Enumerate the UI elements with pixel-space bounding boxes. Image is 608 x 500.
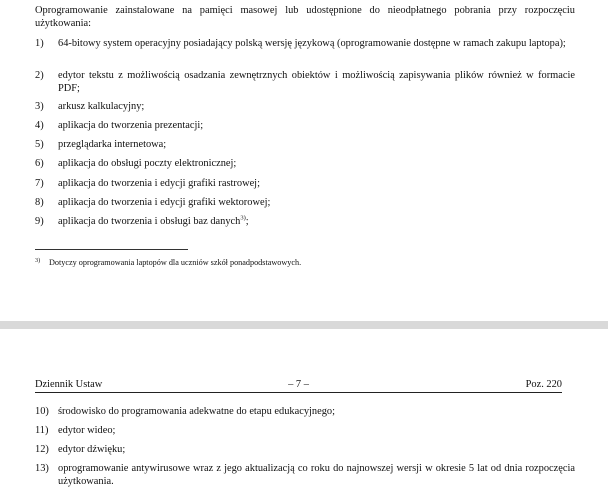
list-item-text: [58, 216, 575, 229]
list-item: [35, 139, 575, 152]
list-item-text: aplikacja do tworzenia i edycji grafiki wektorowej;: [58, 197, 271, 208]
list-item-number: 4): [35, 120, 44, 131]
header-page-number: – 7 –: [288, 379, 309, 390]
list-item-number: 13): [35, 463, 49, 474]
page-header: [35, 378, 562, 393]
list-item-text: edytor wideo;: [58, 425, 116, 436]
footnote: [35, 258, 575, 268]
list-item-number: 1): [35, 38, 44, 49]
list-item: [35, 70, 575, 95]
list-item: [35, 158, 575, 171]
footnote-reference: 3): [240, 214, 246, 222]
list-item-text-main: aplikacja do tworzenia i obsługi baz danych: [58, 216, 241, 227]
list-item: [35, 101, 575, 114]
list-item-text: 64-bitowy system operacyjny posiadający polską wersję językową (oprogramowanie dostępne w ramach zakupu laptopa);: [58, 38, 566, 49]
list-item-text: oprogramowanie antywirusowe wraz z jego aktualizacją co roku do najnowszej wersji w okresie 5 lat od dnia rozpoczęcia użytkowania.: [58, 463, 575, 487]
footnote-separator: [35, 249, 188, 250]
list-item: [35, 216, 575, 229]
list-item-number: 12): [35, 444, 49, 455]
page-break-gap: [0, 321, 608, 329]
list-item: [35, 425, 575, 438]
list-item-text: aplikacja do tworzenia prezentacji;: [58, 120, 204, 131]
list-item-text-end: ;: [245, 216, 249, 227]
list-item-text: przeglądarka internetowa;: [58, 139, 167, 150]
header-journal-name: Dziennik Ustaw: [35, 379, 103, 390]
footnote-text: Dotyczy oprogramowania laptopów dla uczniów szkół ponadpodstawowych.: [49, 258, 302, 267]
list-item-text: środowisko do programowania adekwatne do etapu edukacyjnego;: [58, 406, 336, 417]
list-item: [35, 178, 575, 191]
list-item: [35, 38, 575, 51]
list-item-number: 2): [35, 70, 44, 81]
list-item: [35, 406, 575, 419]
list-item-number: 6): [35, 158, 44, 169]
header-position: Poz. 220: [525, 379, 562, 390]
list-item-number: 7): [35, 178, 44, 189]
list-item: [35, 197, 575, 210]
list-item-text: edytor tekstu z możliwością osadzania zewnętrznych obiektów i możliwością zapisywania plików również w formacie PDF;: [58, 70, 575, 94]
list-item-number: 8): [35, 197, 44, 208]
footnote-mark: 3): [35, 257, 41, 264]
list-item-text: aplikacja do obsługi poczty elektronicznej;: [58, 158, 237, 169]
list-item: [35, 463, 575, 488]
intro-paragraph: Oprogramowanie zainstalowane na pamięci masowej lub udostępnione do nieodpłatnego pobrania przy rozpoczęciu użytkowania:: [35, 5, 575, 29]
list-item-number: 5): [35, 139, 44, 150]
list-item: [35, 444, 575, 457]
list-item: [35, 120, 575, 133]
list-item-number: 3): [35, 101, 44, 112]
list-item-number: 9): [35, 216, 44, 227]
list-item-text: edytor dźwięku;: [58, 444, 126, 455]
list-item-text: arkusz kalkulacyjny;: [58, 101, 145, 112]
list-item-number: 10): [35, 406, 49, 417]
list-item-number: 11): [35, 425, 49, 436]
list-item-text: aplikacja do tworzenia i edycji grafiki rastrowej;: [58, 178, 260, 189]
